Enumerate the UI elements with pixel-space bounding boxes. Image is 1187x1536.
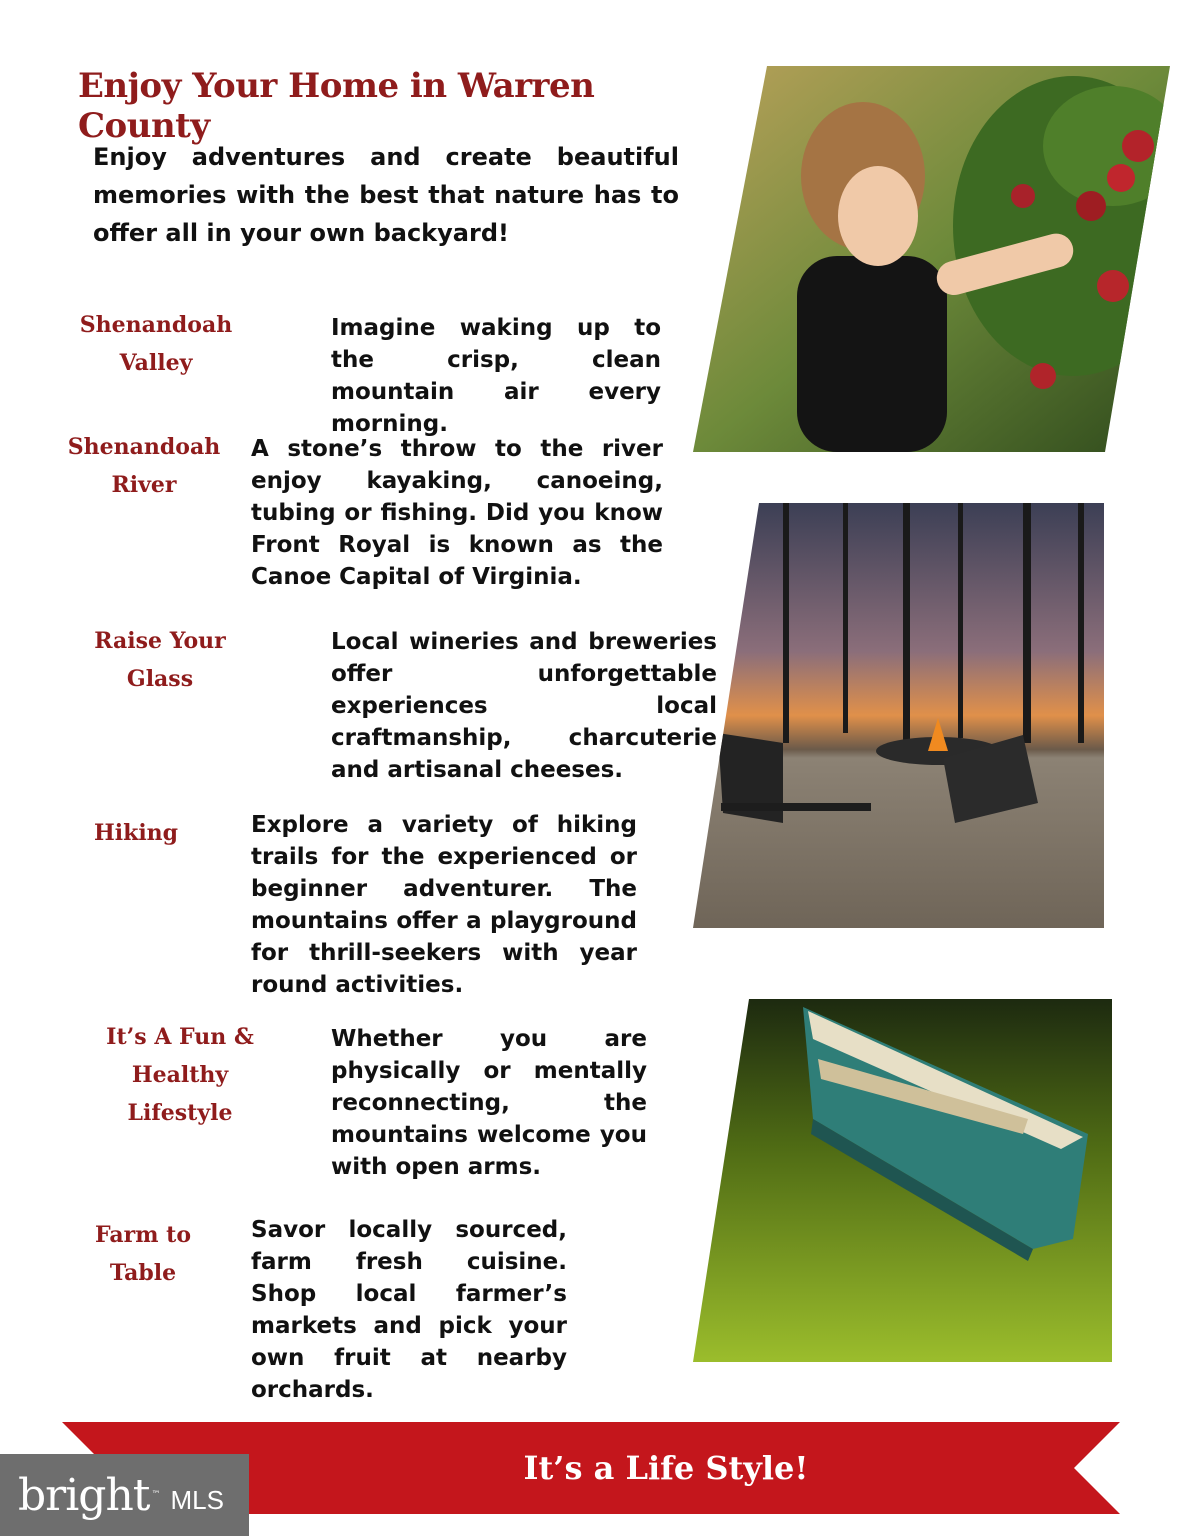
intro-text: Enjoy adventures and create beautiful memories with the best that nature has to offer all in your own backyard!: [93, 143, 679, 247]
desc-shenandoah-valley: Imagine waking up to the crisp, clean mountain air every morning.: [331, 315, 661, 437]
photo-canoe: [693, 999, 1112, 1362]
desc-fun-healthy-lifestyle: Whether you are physically or mentally reconnecting, the mountains welcome you with open arms.: [331, 1026, 647, 1180]
photo-fire-pit: [693, 503, 1104, 928]
page-title: Enjoy Your Home in Warren County: [78, 66, 595, 146]
logo-trademark: ™: [151, 1490, 161, 1500]
bright-mls-logo: [0, 1454, 249, 1536]
label-shenandoah-valley: Shenandoah Valley: [79, 312, 233, 376]
label-shenandoah-river: Shenandoah River: [67, 434, 221, 498]
photo-apple-picking: [693, 66, 1170, 452]
desc-farm-to-table: Savor locally sourced, farm fresh cuisine. Shop local farmer’s markets and pick your own fruit at nearby orchards.: [251, 1217, 567, 1403]
label-raise-your-glass: Raise Your Glass: [94, 628, 226, 692]
banner-text: It’s a Life Style!: [523, 1449, 809, 1487]
logo-word: bright: [18, 1469, 150, 1521]
desc-hiking: Explore a variety of hiking trails for the experienced or beginner adventurer. The mountains offer a playground for thrill-seekers with year round activities.: [251, 812, 637, 998]
label-fun-healthy-lifestyle: It’s A Fun & Healthy Lifestyle: [106, 1024, 254, 1126]
desc-raise-your-glass: Local wineries and breweries offer unforgettable experiences local craftmanship, charcuterie and artisanal cheeses.: [331, 629, 717, 783]
label-hiking: Hiking: [93, 820, 179, 846]
label-farm-to-table: Farm to Table: [94, 1222, 192, 1286]
desc-shenandoah-river: A stone’s throw to the river enjoy kayaking, canoeing, tubing or fishing. Did you know Front Royal is known as the Canoe Capital of Virginia.: [251, 436, 663, 590]
logo-mls: MLS: [170, 1484, 224, 1515]
